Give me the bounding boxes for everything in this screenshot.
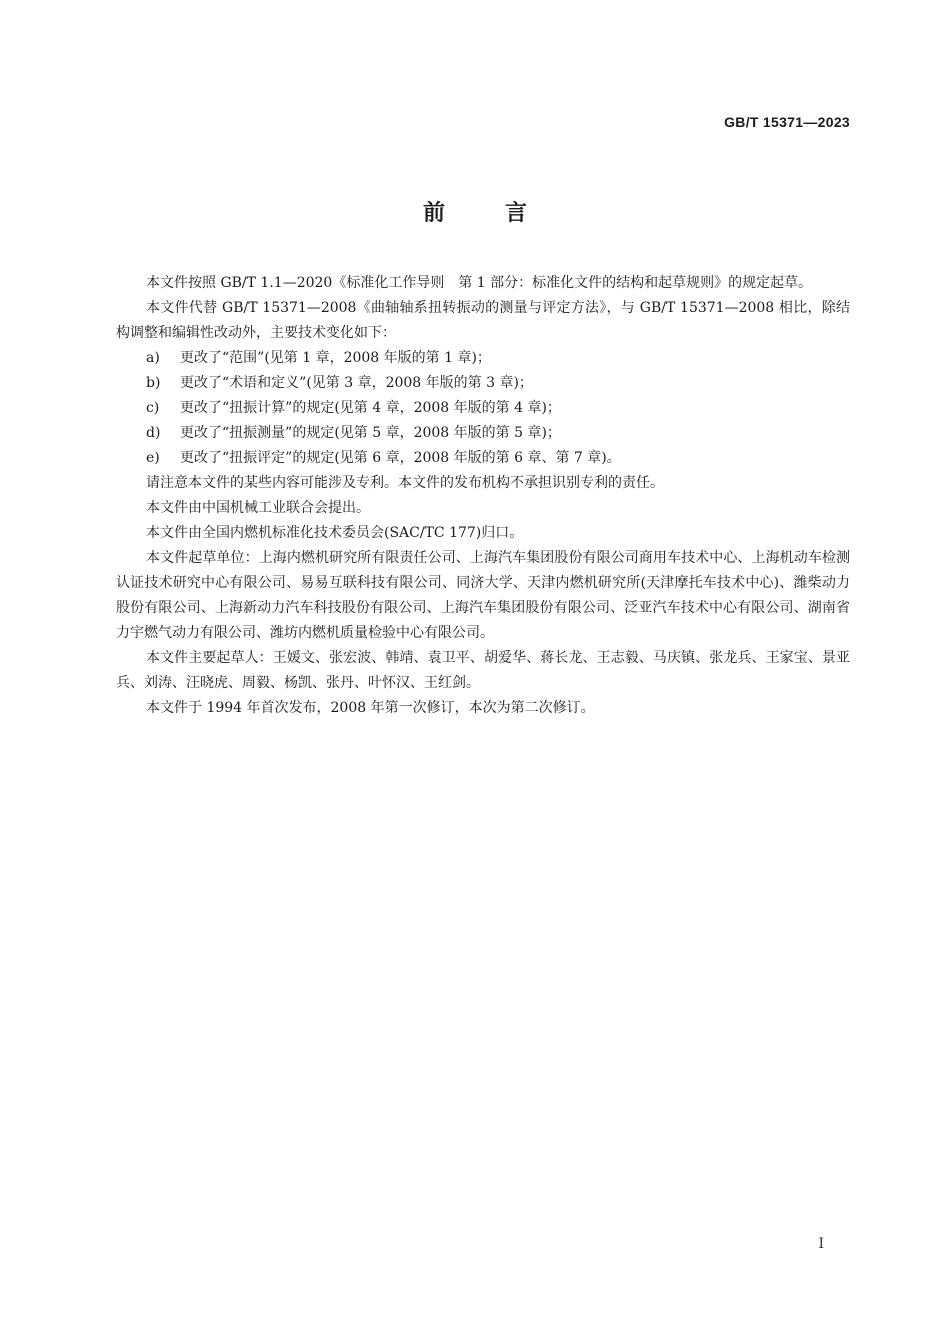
paragraph-drafting-rules: 本文件按照 GB/T 1.1—2020《标准化工作导则 第 1 部分：标准化文件的结构和起草规则》的规定起草。 [146,275,813,291]
list-item [116,346,850,371]
paragraph-under-jurisdiction: 本文件由全国内燃机标准化技术委员会(SAC/TC 177)归口。 [146,525,524,541]
list-item-label: a) [146,350,160,366]
list-item-label: d) [146,425,161,441]
document-body [116,271,850,721]
list-item-text: 更改了“术语和定义”(见第 3 章，2008 年版的第 3 章)； [180,375,533,391]
page-title: 前言 [422,201,587,226]
page-number: I [818,1236,824,1252]
list-item-text: 更改了“扭振计算”的规定(见第 4 章，2008 年版的第 4 章)； [180,400,561,416]
paragraph-drafting-units: 本文件起草单位：上海内燃机研究所有限责任公司、上海汽车集团股份有限公司商用车技术中心、上海机动车检测认证技术研究中心有限公司、易易互联科技有限公司、同济大学、天津内燃机研究所(天津摩托车技术中心)、潍柴动力股份有限公司、上海新动力汽车科技股份有限公司、上海汽车集团股份有限公司、泛亚汽车技术中心有限公司、湖南省力宇燃气动力有限公司、潍坊内燃机质量检验中心有限公司。 [116,550,850,641]
paragraph-drafters: 本文件主要起草人：王媛文、张宏波、韩靖、袁卫平、胡爱华、蒋长龙、王志毅、马庆镇、张龙兵、王家宝、景亚兵、刘涛、汪晓虎、周毅、杨凯、张丹、叶怀汉、王红剑。 [116,650,850,691]
paragraph-history: 本文件于 1994 年首次发布，2008 年第一次修订，本次为第二次修订。 [146,700,595,716]
list-item-text: 更改了“范围”(见第 1 章，2008 年版的第 1 章)； [180,350,491,366]
paragraph-patent-notice: 请注意本文件的某些内容可能涉及专利。本文件的发布机构不承担识别专利的责任。 [146,475,664,491]
list-item-label: c) [146,400,160,416]
list-item-text: 更改了“扭振评定”的规定(见第 6 章，2008 年版的第 6 章、第 7 章)。 [180,450,621,466]
paragraph-proposed-by: 本文件由中国机械工业联合会提出。 [146,500,370,516]
list-item [116,396,850,421]
list-item [116,421,850,446]
list-item-text: 更改了“扭振测量”的规定(见第 5 章，2008 年版的第 5 章)； [180,425,561,441]
standard-code: GB/T 15371—2023 [724,114,850,130]
list-item [116,446,850,471]
paragraph-replacement: 本文件代替 GB/T 15371—2008《曲轴轴系扭转振动的测量与评定方法》，与 GB/T 15371—2008 相比，除结构调整和编辑性改动外，主要技术变化如下： [116,300,850,341]
list-item-label: e) [146,450,160,466]
list-item-label: b) [146,375,161,391]
list-item [116,371,850,396]
